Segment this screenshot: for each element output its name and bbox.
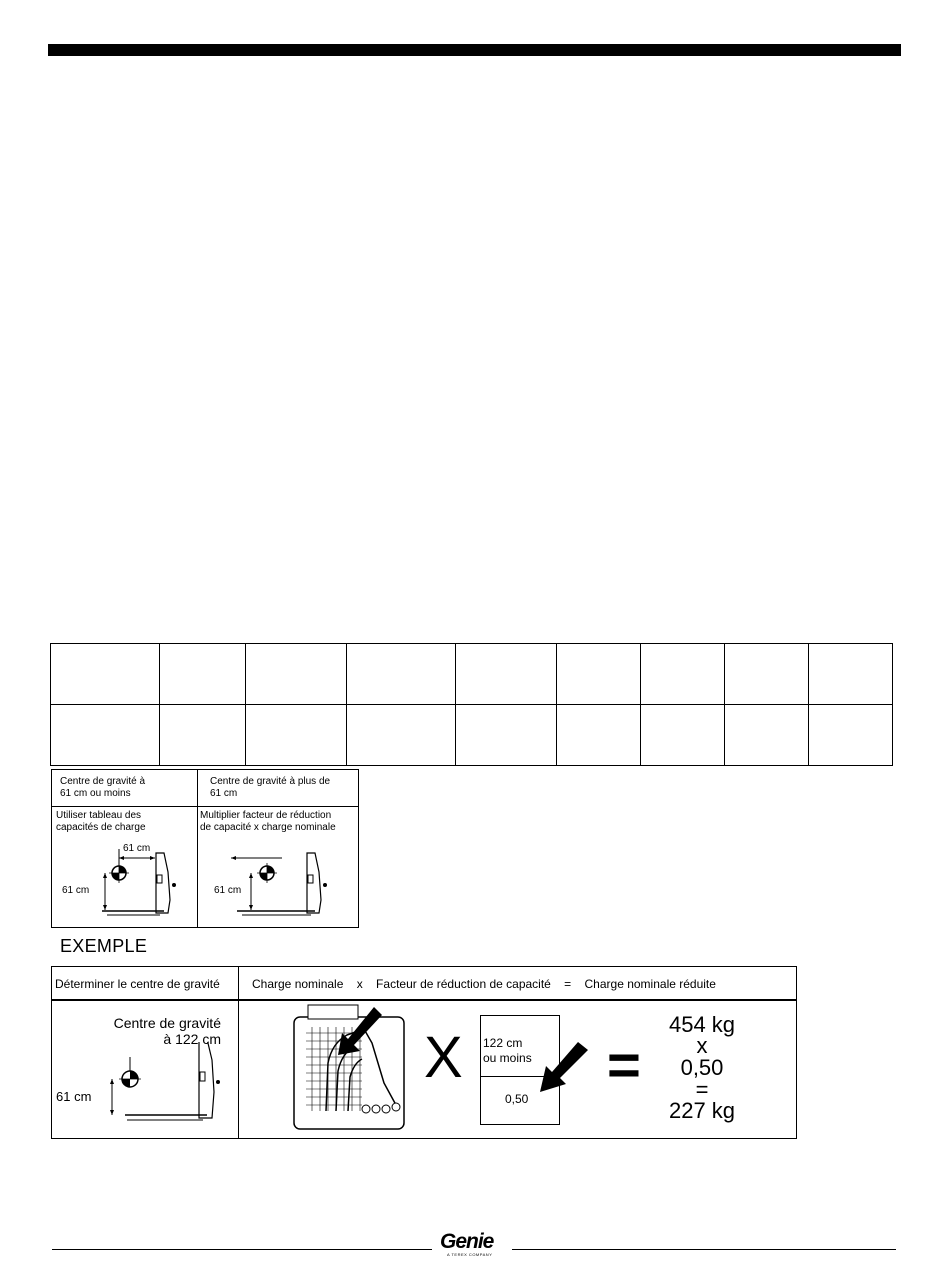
cog-body-left	[56, 810, 146, 834]
cog-header-left	[60, 776, 145, 800]
factor-box	[480, 1015, 560, 1125]
equals-sign: =	[607, 1033, 641, 1098]
table-cell	[246, 705, 347, 766]
factor-threshold	[483, 1036, 532, 1066]
arrow-icon	[536, 1036, 596, 1096]
result-reduced-load: 227 kg	[668, 1098, 736, 1123]
table-cell	[246, 644, 347, 705]
text-line: capacités de charge	[56, 822, 146, 833]
dim-horizontal-label: 61 cm	[123, 843, 151, 854]
dim-vertical-label-right: 61 cm	[214, 885, 242, 896]
result-multiply: x	[696, 1033, 708, 1058]
text-line: 122 cm	[483, 1036, 523, 1050]
divider	[52, 999, 796, 1001]
example-table	[51, 966, 797, 1139]
table-cell	[809, 644, 893, 705]
table-cell	[51, 644, 160, 705]
empty-capacity-table	[50, 643, 893, 766]
table-cell	[641, 705, 725, 766]
table-cell	[725, 705, 809, 766]
cog-header-right	[210, 776, 330, 800]
table-cell	[456, 705, 557, 766]
genie-logo: Genie	[440, 1230, 494, 1253]
height-label: 61 cm	[56, 1089, 92, 1104]
forklift-diagram-example	[107, 1042, 237, 1127]
table-cell	[725, 644, 809, 705]
table-cell	[51, 705, 160, 766]
text-line: Utiliser tableau des	[56, 810, 142, 821]
table-cell	[641, 644, 725, 705]
text-line: Centre de gravité à plus de	[210, 776, 331, 787]
text-line: à 122 cm	[163, 1031, 221, 1047]
logo-tagline: A TEREX COMPANY	[447, 1252, 493, 1257]
table-cell	[347, 644, 456, 705]
cog-body-right	[200, 810, 336, 834]
text-line: 61 cm ou moins	[60, 788, 131, 799]
top-rule	[48, 44, 901, 56]
text-line: Centre de gravité à	[60, 776, 146, 787]
table-cell	[456, 644, 557, 705]
example-col1-header: Déterminer le centre de gravité	[55, 977, 220, 991]
cog-table	[51, 769, 359, 928]
forklift-diagram-right	[197, 840, 358, 926]
result-rated-load: 454 kg	[668, 1012, 736, 1037]
divider	[52, 806, 358, 807]
capacity-chart-decal	[292, 1003, 408, 1133]
table-row	[51, 705, 893, 766]
table-cell	[160, 705, 246, 766]
table-cell	[160, 644, 246, 705]
table-cell	[557, 705, 641, 766]
multiply-sign: X	[424, 1025, 463, 1090]
text-line: Centre de gravité	[113, 1015, 221, 1031]
table-cell	[347, 705, 456, 766]
footer-rule-left	[52, 1249, 432, 1250]
divider	[238, 967, 239, 1138]
factor-value: 0,50	[505, 1092, 529, 1106]
table-cell	[557, 644, 641, 705]
example-title: EXEMPLE	[60, 936, 148, 956]
table-row	[51, 644, 893, 705]
example-col2-header: Charge nominale x Facteur de réduction de capacité = Charge nominale réduite	[252, 977, 716, 991]
result-factor: 0,50	[680, 1055, 724, 1080]
text-line: de capacité x charge nominale	[200, 822, 336, 833]
text-line: Multiplier facteur de réduction	[200, 810, 332, 821]
text-line: ou moins	[483, 1051, 532, 1065]
text-line: 61 cm	[210, 788, 238, 799]
table-cell	[809, 705, 893, 766]
result-equals: =	[695, 1077, 709, 1102]
dim-vertical-label: 61 cm	[62, 885, 90, 896]
footer-rule-right	[512, 1249, 896, 1250]
